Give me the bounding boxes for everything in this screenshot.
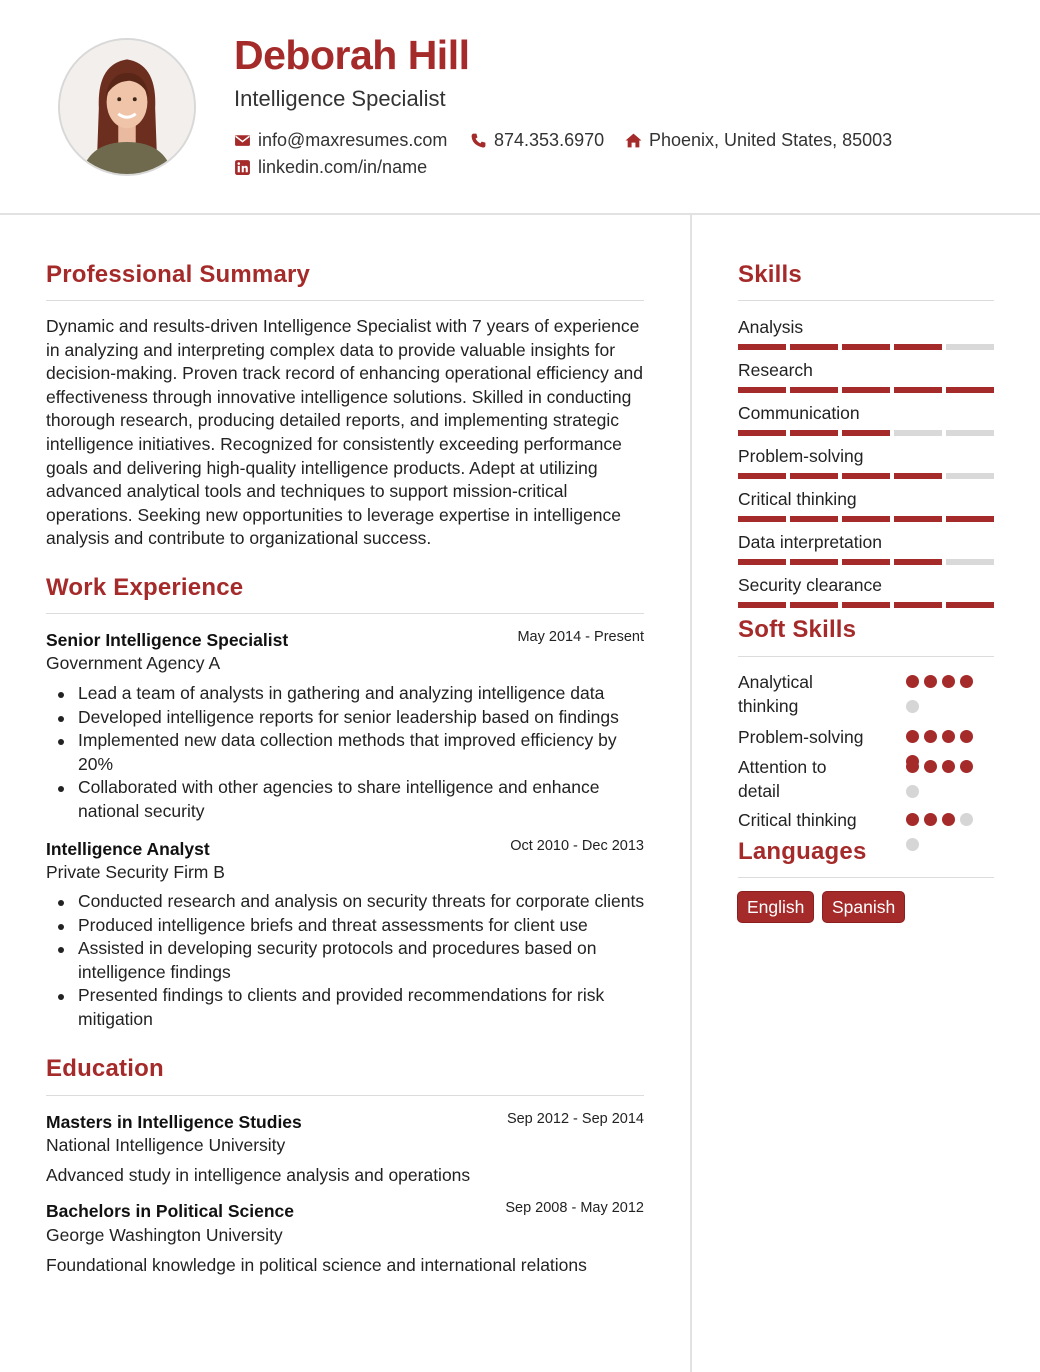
- skill-level-segment: [894, 559, 942, 565]
- column-divider: [690, 215, 692, 1372]
- list-item: Conducted research and analysis on security threats for corporate clients: [78, 890, 650, 914]
- skill-label: Security clearance: [738, 575, 882, 595]
- languages-heading: Languages: [738, 838, 867, 865]
- rating-dot: [942, 813, 955, 826]
- contact-phone[interactable]: [470, 130, 604, 151]
- skill-level-segment: [894, 387, 942, 393]
- list-item: Developed intelligence reports for senior leadership based on findings: [78, 706, 650, 730]
- skill-label: Problem-solving: [738, 446, 864, 466]
- skill-level-segment: [738, 516, 786, 522]
- soft-skill-label: Critical thinking: [738, 810, 857, 830]
- rating-dot: [942, 760, 955, 773]
- degree-dates: Sep 2012 - Sep 2014: [506, 1111, 644, 1127]
- rating-dot: [906, 675, 919, 688]
- experience-rule: [46, 613, 644, 614]
- rating-dot: [924, 760, 937, 773]
- soft-skill-label: Attention to detail: [738, 757, 827, 801]
- skill-level-bar: [738, 602, 994, 608]
- job-title: Intelligence Analyst: [46, 839, 210, 859]
- linkedin-icon: [234, 159, 251, 176]
- skill-level-bar: [738, 473, 994, 479]
- languages-rule: [738, 877, 994, 878]
- school-name: George Washington University: [46, 1225, 283, 1245]
- skill-level-bar: [738, 430, 994, 436]
- phone-icon: [470, 132, 487, 149]
- summary-heading: Professional Summary: [46, 261, 311, 288]
- skill-level-segment: [738, 387, 786, 393]
- skill-level-segment: [842, 473, 890, 479]
- education-rule: [46, 1095, 644, 1096]
- soft-skills-rule: [738, 656, 994, 657]
- skill-level-segment: [946, 473, 994, 479]
- rating-dot: [906, 700, 919, 713]
- degree-description: Foundational knowledge in political science and international relations: [46, 1255, 587, 1275]
- skill-level-segment: [946, 516, 994, 522]
- skill-level-segment: [842, 516, 890, 522]
- skill-label: Analysis: [738, 317, 804, 337]
- list-item: Produced intelligence briefs and threat assessments for client use: [78, 914, 650, 938]
- skill-level-segment: [946, 344, 994, 350]
- rating-dot: [942, 675, 955, 688]
- list-item: Presented findings to clients and provided recommendations for risk mitigation: [78, 984, 650, 1031]
- skill-level-segment: [842, 387, 890, 393]
- skill-label: Critical thinking: [738, 489, 857, 509]
- rating-dot: [924, 675, 937, 688]
- skill-level-segment: [946, 430, 994, 436]
- linkedin-text: linkedin.com/in/name: [258, 157, 428, 177]
- skill-level-segment: [790, 344, 838, 350]
- home-icon: [625, 132, 642, 149]
- language-badge: English: [737, 891, 814, 923]
- skill-level-segment: [946, 387, 994, 393]
- skill-level-bar: [738, 516, 994, 522]
- skill-level-segment: [738, 473, 786, 479]
- skill-level-segment: [790, 430, 838, 436]
- skills-heading: Skills: [738, 261, 802, 288]
- school-name: National Intelligence University: [46, 1135, 286, 1155]
- contact-email[interactable]: [234, 130, 447, 151]
- degree-title: Bachelors in Political Science: [46, 1201, 295, 1221]
- skill-level-segment: [894, 473, 942, 479]
- job-title: Senior Intelligence Specialist: [46, 630, 289, 650]
- rating-dot: [942, 730, 955, 743]
- degree-dates: Sep 2008 - May 2012: [505, 1200, 644, 1216]
- list-item: Assisted in developing security protocols and procedures based on intelligence findings: [78, 937, 650, 984]
- contact-location: [625, 130, 892, 151]
- skill-level-segment: [894, 344, 942, 350]
- skill-level-bar: [738, 559, 994, 565]
- profile-photo: [60, 40, 194, 174]
- job-bullets: [78, 682, 650, 823]
- skill-level-segment: [790, 559, 838, 565]
- list-item: Implemented new data collection methods that improved efficiency by 20%: [78, 729, 650, 776]
- job-org: Private Security Firm B: [46, 862, 225, 882]
- rating-dot: [960, 675, 973, 688]
- rating-dot: [960, 813, 973, 826]
- summary-rule: [46, 300, 644, 301]
- rating-dot: [960, 760, 973, 773]
- summary-text: Dynamic and results-driven Intelligence Specialist with 7 years of experience in analyzing and interpreting complex data to provide valuable insights for decision-making. Proven track record of enhancing operational efficiency and effectiveness through innovative intelligence solutions. Skilled in conducting thorough research, producing detailed reports, and implementing strategic intelligence initiatives. Recognized for consistently exceeding performance goals and delivering high-quality intelligence products. Adept at utilizing advanced analytical tools and techniques to support mission-critical operations. Seeking new opportunities to leverage expertise in intelligence analysis and contribute to organizational success.: [46, 316, 643, 549]
- rating-dot: [924, 730, 937, 743]
- skill-level-segment: [738, 344, 786, 350]
- candidate-title: Intelligence Specialist: [234, 86, 446, 111]
- education-heading: Education: [46, 1055, 164, 1082]
- skill-level-segment: [946, 559, 994, 565]
- skill-level-segment: [790, 602, 838, 608]
- degree-description: Advanced study in intelligence analysis and operations: [46, 1165, 471, 1185]
- skills-rule: [738, 300, 994, 301]
- skill-level-segment: [790, 387, 838, 393]
- location-text: Phoenix, United States, 85003: [649, 130, 893, 150]
- skill-label: Communication: [738, 403, 860, 423]
- job-dates: May 2014 - Present: [517, 629, 644, 645]
- experience-heading: Work Experience: [46, 574, 244, 601]
- soft-skills-heading: Soft Skills: [738, 616, 857, 643]
- skill-level-segment: [946, 602, 994, 608]
- soft-skill-label: Analytical thinking: [738, 672, 813, 716]
- rating-dot: [906, 838, 919, 851]
- skill-label: Research: [738, 360, 813, 380]
- job-bullets: [78, 890, 650, 1031]
- contact-linkedin[interactable]: [234, 157, 427, 178]
- envelope-icon: [234, 132, 251, 149]
- email-text: info@maxresumes.com: [258, 130, 448, 150]
- skill-level-segment: [842, 602, 890, 608]
- avatar: [58, 38, 196, 176]
- rating-dot: [924, 813, 937, 826]
- rating-dot: [906, 760, 919, 773]
- rating-dot: [906, 785, 919, 798]
- language-badge: Spanish: [822, 891, 905, 923]
- list-item: Collaborated with other agencies to share intelligence and enhance national security: [78, 776, 650, 823]
- skill-level-segment: [894, 516, 942, 522]
- rating-dot: [960, 730, 973, 743]
- skill-level-segment: [790, 473, 838, 479]
- list-item: Lead a team of analysts in gathering and analyzing intelligence data: [78, 682, 650, 706]
- rating-dot: [906, 813, 919, 826]
- skill-level-segment: [894, 430, 942, 436]
- job-org: Government Agency A: [46, 653, 221, 673]
- skill-level-segment: [894, 602, 942, 608]
- skill-level-segment: [842, 430, 890, 436]
- skill-level-segment: [842, 344, 890, 350]
- degree-title: Masters in Intelligence Studies: [46, 1112, 302, 1132]
- resume-header: [0, 0, 1040, 215]
- phone-text: 874.353.6970: [494, 130, 605, 150]
- skill-label: Data interpretation: [738, 532, 882, 552]
- skill-level-bar: [738, 344, 994, 350]
- skill-level-segment: [842, 559, 890, 565]
- job-dates: Oct 2010 - Dec 2013: [510, 838, 644, 854]
- skill-level-segment: [738, 559, 786, 565]
- skill-level-bar: [738, 387, 994, 393]
- candidate-name: Deborah Hill: [234, 32, 470, 78]
- skill-level-segment: [790, 516, 838, 522]
- skill-level-segment: [738, 430, 786, 436]
- rating-dot: [906, 730, 919, 743]
- soft-skill-label: Problem-solving: [738, 727, 864, 747]
- skill-level-segment: [738, 602, 786, 608]
